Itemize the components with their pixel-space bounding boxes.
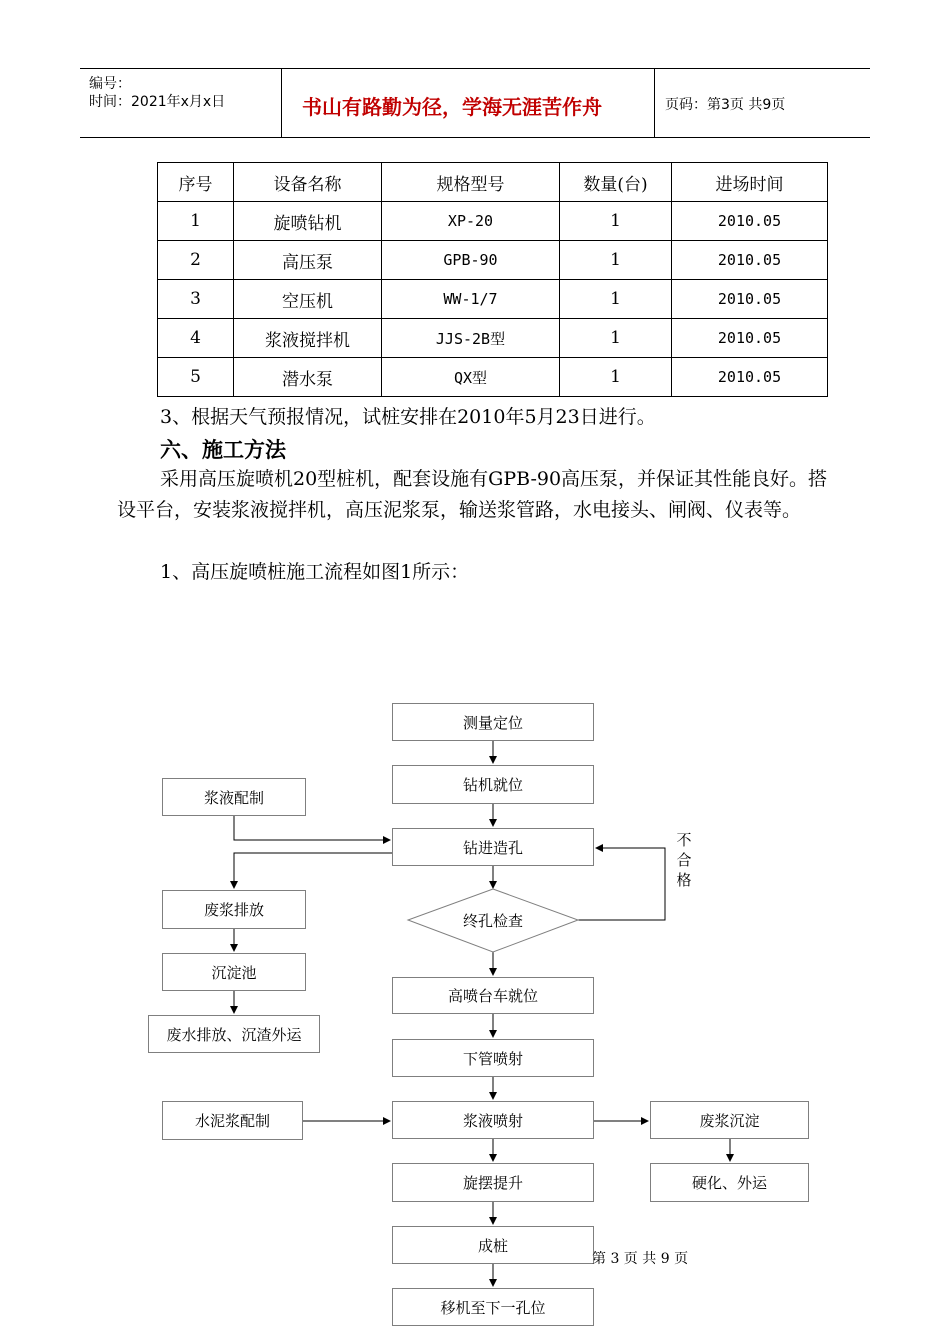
table-cell: 2010.05: [672, 280, 828, 319]
table-cell: 1: [560, 241, 672, 280]
table-cell: QX型: [382, 358, 560, 397]
flow-intro: 1、高压旋喷桩施工流程如图1所示：: [160, 561, 470, 583]
step-water-sludge-out: 废水排放、沉渣外运: [148, 1015, 320, 1053]
step-move-next: 移机至下一孔位: [392, 1288, 594, 1326]
step-pipe-jetting: 下管喷射: [392, 1039, 594, 1077]
page-footer: 第 3 页 共 9 页: [592, 1251, 689, 1267]
table-cell: 空压机: [234, 280, 382, 319]
step-survey: 测量定位: [392, 703, 594, 741]
table-cell: 旋喷钻机: [234, 202, 382, 241]
page-number: 页码：第3页 共9页: [665, 97, 786, 113]
table-cell: 规格型号: [382, 163, 560, 202]
step-waste-settle: 废浆沉淀: [650, 1101, 809, 1139]
code-label: 编号：: [89, 76, 131, 92]
step-cement-mix: 水泥浆配制: [162, 1101, 303, 1140]
time-label: 时间：2021年x月x日: [89, 94, 226, 110]
table-cell: 1: [560, 280, 672, 319]
step-settling-tank: 沉淀池: [162, 953, 306, 991]
table-cell: 1: [560, 358, 672, 397]
step-swing-lift: 旋摆提升: [392, 1163, 594, 1202]
motto: 书山有路勤为径，学海无涯苦作舟: [302, 95, 602, 119]
step-jet-cart: 高喷台车就位: [392, 977, 594, 1014]
table-cell: 4: [158, 319, 234, 358]
table-cell: 3: [158, 280, 234, 319]
table-cell: GPB-90: [382, 241, 560, 280]
table-cell: 2010.05: [672, 319, 828, 358]
table-cell: 2: [158, 241, 234, 280]
table-cell: XP-20: [382, 202, 560, 241]
table-cell: 2010.05: [672, 202, 828, 241]
decision-label: 终孔检查: [462, 912, 524, 930]
loop-label-char-3: 格: [676, 871, 692, 889]
table-cell: JJS-2B型: [382, 319, 560, 358]
table-cell: 潜水泵: [234, 358, 382, 397]
step-harden-transport: 硬化、外运: [650, 1163, 809, 1202]
table-cell: 5: [158, 358, 234, 397]
table-cell: 序号: [158, 163, 234, 202]
table-cell: 浆液搅拌机: [234, 319, 382, 358]
table-cell: WW-1/7: [382, 280, 560, 319]
table-cell: 进场时间: [672, 163, 828, 202]
loop-label-char-1: 不: [676, 831, 692, 849]
table-cell: 2010.05: [672, 241, 828, 280]
table-cell: 高压泵: [234, 241, 382, 280]
step-drilling: 钻进造孔: [392, 828, 594, 866]
section-heading: 六、施工方法: [160, 438, 286, 462]
step-rig-position: 钻机就位: [392, 765, 594, 804]
table-cell: 数量(台): [560, 163, 672, 202]
method-paragraph: 采用高压旋喷机20型桩机，配套设施有GPB-90高压泵，并保证其性能良好。搭设平台，安装浆液搅拌机，高压泥浆泵，输送浆管路，水电接头、闸阀、仪表等。: [117, 468, 828, 521]
step-waste-discharge: 废浆排放: [162, 890, 306, 929]
table-cell: 设备名称: [234, 163, 382, 202]
step-grout-jetting: 浆液喷射: [392, 1101, 594, 1139]
table-cell: 1: [560, 202, 672, 241]
table-cell: 1: [560, 319, 672, 358]
table-cell: 2010.05: [672, 358, 828, 397]
schedule-note: 3、根据天气预报情况，试桩安排在2010年5月23日进行。: [160, 406, 656, 428]
step-grout-mix: 浆液配制: [162, 778, 306, 816]
table-cell: 1: [158, 202, 234, 241]
loop-label-char-2: 合: [676, 851, 692, 869]
step-pile-formed: 成桩: [392, 1226, 594, 1264]
